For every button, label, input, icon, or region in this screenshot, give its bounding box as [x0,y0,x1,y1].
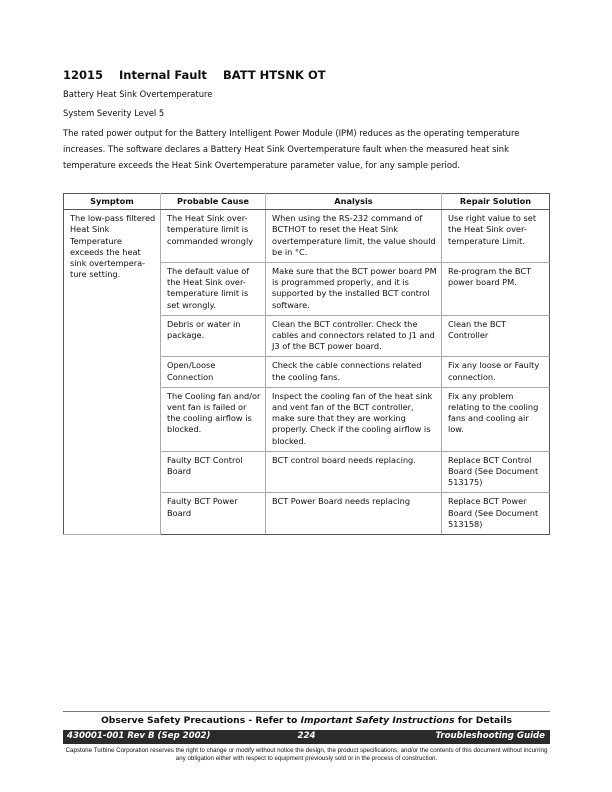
column-header-symptom: Symptom [64,194,161,210]
analysis-cell: BCT control board needs replacing. [266,451,442,493]
intro-paragraph: The rated power output for the Battery Intelligent Power Module (IPM) reduces as the operating temperature increases. The software declares a Battery Heat Sink Overtemperature fault when the measured heat sink temperature exceeds the Heat Sink Overtemperature parameter value, for any sample period. [63,128,520,170]
troubleshooting-table [63,193,550,535]
safety-prefix: Observe Safety Precautions - Refer to [100,715,301,726]
analysis-cell: BCT Power Board needs replacing [266,493,442,535]
analysis-cell: Inspect the cooling fan of the heat sink and vent fan of the BCT controller, make sure that they are working properly. Check if the cooling airflow is blocked. [266,387,442,451]
footer-bar [63,730,550,744]
guide-name: Troubleshooting Guide [435,731,545,741]
table-row [64,210,550,263]
footer-divider [63,711,550,712]
fault-description: Battery Heat Sink Overtemperature [63,89,213,99]
solution-cell: Fix any problem relating to the cooling fans and cooling air low. [442,387,550,451]
document-number: 430001-001 Rev B (Sep 2002) [67,731,211,741]
safety-suffix: for Details [454,715,513,726]
cause-cell: Debris or water in package. [161,315,266,357]
severity-level: System Severity Level 5 [63,108,165,118]
page-number: 224 [297,731,316,741]
fault-name: BATT HTSNK OT [222,68,326,82]
symptom-cell: The low-pass filtered Heat Sink Temperature exceeds the heat sink overtempera-ture setting. [64,210,161,535]
solution-cell: Replace BCT Power Board (See Document 513158) [442,493,550,535]
cause-cell: Faulty BCT Control Board [161,451,266,493]
legal-disclaimer: Capstone Turbine Corporation reserves the right to change or modify without notice the design, the product specifications, and/or the contents of this document without incurring any obligation either with respect to equipment previously sold or in the process of construction. [65,747,548,762]
cause-cell: Faulty BCT Power Board [161,493,266,535]
table-header-row [64,194,550,210]
cause-cell: Open/Loose Connection [161,357,266,387]
analysis-cell: Make sure that the BCT power board PM is programmed properly, and it is supported by the installed BCT control software. [266,263,442,316]
fault-type: Internal Fault [119,68,207,82]
solution-cell: Fix any loose or Faulty connection. [442,357,550,387]
solution-cell: Replace BCT Control Board (See Document 513175) [442,451,550,493]
solution-cell: Clean the BCT Controller [442,315,550,357]
analysis-cell: When using the RS-232 command of BCTHOT to reset the Heat Sink overtemperature limit, the value should be in °C. [266,210,442,263]
solution-cell: Re-program the BCT power board PM. [442,263,550,316]
cause-cell: The Heat Sink over-temperature limit is commanded wrongly [161,210,266,263]
column-header-analysis: Analysis [266,194,442,210]
cause-cell: The Cooling fan and/or vent fan is failed or the cooling airflow is blocked. [161,387,266,451]
column-header-probable-cause: Probable Cause [161,194,266,210]
cause-cell: The default value of the Heat Sink over-temperature limit is set wrongly. [161,263,266,316]
analysis-cell: Clean the BCT controller. Check the cables and connectors related to J1 and J3 of the BCT power board. [266,315,442,357]
safety-notice [63,715,550,726]
fault-heading [63,68,338,82]
solution-cell: Use right value to set the Heat Sink over-temperature Limit. [442,210,550,263]
analysis-cell: Check the cable connections related the cooling fans. [266,357,442,387]
safety-instructions-reference: Important Safety Instructions [300,715,455,726]
column-header-repair-solution: Repair Solution [442,194,550,210]
fault-code: 12015 [63,68,104,82]
